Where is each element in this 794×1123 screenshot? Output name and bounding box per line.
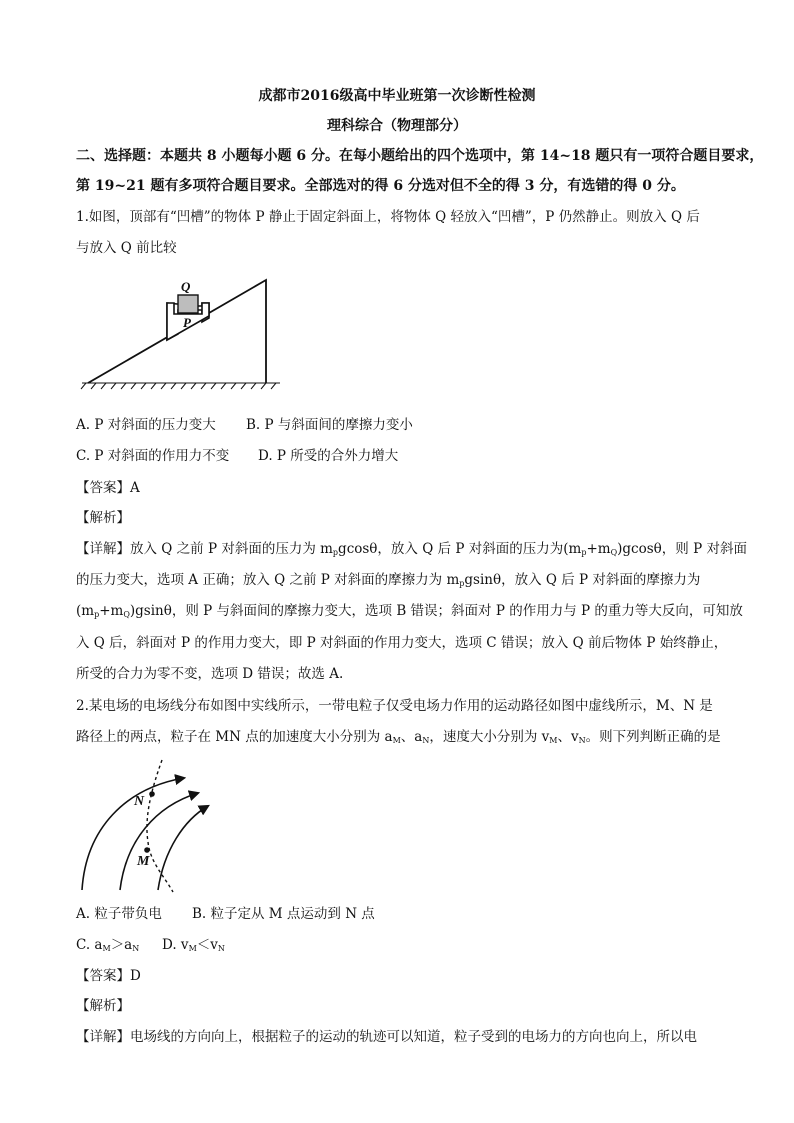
q2-detail-line1: 【详解】电场线的方向向上，根据粒子的运动的轨迹可以知道，粒子受到的电场力的方向也向上，所以电 [76, 1029, 697, 1045]
point-n [149, 791, 155, 797]
q1-stem-line1: 1.如图，顶部有“凹槽”的物体 P 静止于固定斜面上，将物体 Q 轻放入“凹槽”，P 仍然静止。则放入 Q 后 [76, 209, 700, 225]
q1-answer: 【答案】A [76, 480, 140, 496]
fig-label-m: M [137, 854, 150, 869]
q1-option-a: A. P 对斜面的压力变大 [76, 417, 216, 433]
point-m [144, 847, 150, 853]
q1-option-c: C. P 对斜面的作用力不变 [76, 448, 230, 464]
q2-field-figure [76, 758, 226, 894]
q1-detail-line1: 【详解】放入 Q 之前 P 对斜面的压力为 $m_pgcos\theta$，放入 Q 后 P 对斜面的压力为$(m_p+m_Q)gcos\theta$，则 P 对斜面 [76, 541, 747, 557]
field-line-1 [82, 778, 184, 890]
q2-stem-line2: 路径上的两点，粒子在 MN 点的加速度大小分别为 $a_M$、$a_N$，速度大小分别为 $v_M$、$v_N$。则下列判断正确的是 [76, 729, 721, 745]
q2-answer: 【答案】D [76, 968, 141, 984]
particle-path [147, 760, 173, 892]
q1-detail-line4: 入 Q 后，斜面对 P 的作用力变大，即 P 对斜面的作用力变大，选项 C 错误；放入 Q 前后物体 P 始终静止， [76, 635, 728, 651]
q2-option-c: C. $a_M>a_N$ [76, 937, 140, 953]
field-line-3 [158, 806, 208, 890]
q2-option-a: A. 粒子带负电 [76, 906, 162, 922]
q2-stem-line1: 2.某电场的电场线分布如图中实线所示，一带电粒子仅受电场力作用的运动路径如图中虚线所示，M、N 是 [76, 698, 713, 714]
q2-option-b: B. 粒子定从 M 点运动到 N 点 [192, 906, 375, 922]
fig-label-p: P [183, 315, 191, 330]
ground-hatch [81, 383, 276, 389]
page-subtitle: 理科综合（物理部分） [327, 118, 467, 134]
q1-option-b: B. P 与斜面间的摩擦力变小 [246, 417, 413, 433]
q2-analysis-label: 【解析】 [76, 998, 130, 1014]
fig-label-q: Q [181, 279, 191, 294]
q1-detail-line5: 所受的合力为零不变，选项 D 错误；故选 A. [76, 666, 344, 682]
q1-stem-line2: 与放入 Q 前比较 [76, 240, 177, 256]
page-title: 成都市2016级高中毕业班第一次诊断性检测 [258, 88, 536, 104]
q1-incline-figure [76, 270, 286, 390]
q1-detail-line3: $(m_p+m_Q)gsin\theta$，则 P 与斜面间的摩擦力变大，选项 B 错误；斜面对 P 的作用力与 P 的重力等大反向，可知放 [76, 603, 743, 619]
q1-analysis-label: 【解析】 [76, 510, 130, 526]
q2-option-d: D. $v_M<v_N$ [162, 937, 225, 953]
q1-option-d: D. P 所受的合外力增大 [258, 448, 399, 464]
q1-detail-line2: 的压力变大，选项 A 正确；放入 Q 之前 P 对斜面的摩擦力为 $m_pgsin\theta$，放入 Q 后 P 对斜面的摩擦力为 [76, 572, 701, 588]
body-q [178, 295, 198, 313]
section-instructions-line2: 第 19~21 题有多项符合题目要求。全部选对的得 6 分选对但不全的得 3 分，有选错的得 0 分。 [76, 178, 685, 194]
fig-label-n: N [134, 794, 145, 809]
field-line-2 [120, 793, 198, 890]
section-instructions-line1: 二、选择题：本题共 8 小题每小题 6 分。在每小题给出的四个选项中，第 14~18 题只有一项符合题目要求， [76, 148, 764, 164]
